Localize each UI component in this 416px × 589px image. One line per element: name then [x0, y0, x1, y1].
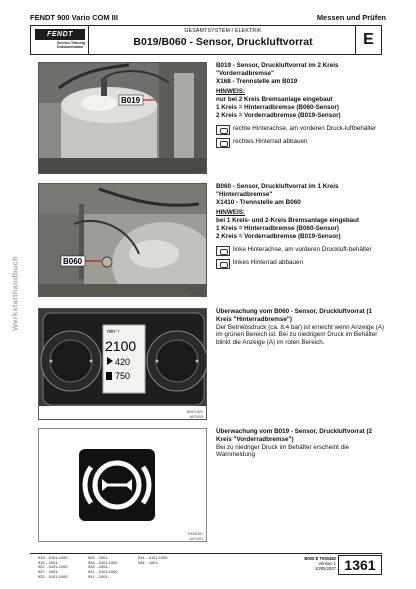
footer-rule: [30, 553, 382, 554]
page-number: 1361: [338, 555, 382, 575]
image-id: EK08290: [188, 287, 203, 291]
note-line: bei 1 Kreis- und 2-Kreis Bremsanlage eingebaut: [216, 217, 360, 225]
note-line: 1 Kreis = Hinterradbremse (B060-Sensor): [216, 103, 340, 111]
action-text: linkes Hinterrad abbauen: [233, 258, 304, 266]
footer-serials-1: 919 ...0101-1000 919 ...1001- 922 ...0101-1000 922 ...1001- 925 ...0101-1000: [38, 555, 68, 579]
section-b019: [216, 62, 386, 148]
image-id: EK08301: [188, 532, 203, 536]
logo-brand: FENDT: [35, 29, 85, 40]
footer-serials-2: 925 ...1001- 928 ...0101-1000 928 ...1001- 931 ...0101-1000 931 ...1001-: [88, 555, 118, 579]
rpm-unit: min⁻¹: [107, 329, 120, 335]
image-id: B0971421: [186, 410, 203, 414]
hinweis-label: HINWEIS:: [216, 88, 246, 96]
page-title: B019/B060 - Sensor, Druckluftvorrat: [133, 36, 313, 48]
section-body: Bei zu niedriger Druck im Behälter erscheint die Warnmeldung: [216, 443, 349, 459]
action-text: rechtes Hinterrad abbauen: [233, 137, 308, 145]
fendt-logo: [31, 26, 89, 54]
display-value-1: 420: [115, 357, 131, 367]
section-title: Überwachung vom B019 - Sensor, Druckluftvorrat (2 Kreis "Vorderradbremse"): [216, 428, 373, 443]
section-title: B019 - Sensor, Druckluftvorrat im 2 Kreis "Vorderradbremse": [216, 62, 339, 77]
label-b060: B060: [63, 257, 83, 266]
section-title: Überwachung vom B060 - Sensor, Druckluftvorrat (1 Kreis "Hinterradbremse"): [216, 308, 373, 323]
section-body: Der Betriebsdruck (ca. 8,4 bar) ist erreicht wenn Anzeige (A) im grünen Bereich ist. Bei zu niedrigem Druck im Behälter blinkt die Anzeige (A) im roten Bereich.: [216, 323, 384, 347]
note-line: 1 Kreis = Hinterradbremse (B060-Sensor): [216, 224, 340, 232]
hinweis-label: HINWEIS:: [216, 209, 246, 217]
rpm-value: 2100: [105, 338, 137, 354]
section-b060: [216, 183, 386, 269]
header-chapter: Messen und Prüfen: [316, 13, 386, 22]
image-id: B01156: [190, 168, 203, 172]
section-monitor-b060: [216, 308, 386, 347]
label-b019: B019: [121, 96, 141, 105]
location-text: linke Hinterachse, am vorderen Druckluft-behälter: [233, 245, 372, 253]
tractor-location-icon: [216, 125, 230, 135]
sidebar-label: Werkstatthandbuch: [10, 256, 20, 331]
image-id: A07/403: [189, 415, 203, 419]
section-letter: E: [355, 26, 381, 54]
photo-dashboard: [38, 308, 207, 420]
image-id: A07/401: [189, 537, 203, 541]
note-line: nur bei 2 Kreis Bremsanlage eingebaut: [216, 96, 333, 104]
wheel-removal-icon: [216, 138, 230, 148]
section-subtitle: X168 - Trennstelle am B019: [216, 77, 298, 85]
image-id: A07/402: [189, 292, 203, 296]
section-subtitle: X1410 - Trennstelle am B060: [216, 198, 301, 206]
note-line: 2 Kreis = Vorderradbremse (B019-Sensor): [216, 111, 341, 119]
wheel-removal-icon: [216, 259, 230, 269]
photo-warning-symbol: [38, 428, 207, 542]
location-text: rechte Hinterachse, am vorderen Druck-luftbehälter: [233, 124, 377, 132]
photo-b060: [38, 183, 207, 297]
logo-subtitle: Service-Training Dokumentation: [57, 41, 85, 50]
system-label: GESAMTSYSTEM / ELEKTRIK: [184, 28, 262, 34]
tractor-location-icon: [216, 246, 230, 256]
title-bar: [30, 25, 382, 55]
header-model: FENDT 900 Vario COM III: [30, 13, 118, 22]
photo-b019: [38, 62, 207, 174]
section-title: B060 - Sensor, Druckluftvorrat im 1 Kreis "Hinterradbremse": [216, 183, 339, 198]
footer-serials-3: 934 ...0101-1000 934 ...1001-: [138, 555, 168, 565]
footer-doc-info: B000 E T000482 Version 1 10/05/2007: [304, 556, 336, 571]
section-monitor-b019: [216, 428, 386, 459]
display-value-2: 750: [115, 371, 131, 381]
note-line: 2 Kreis = Vorderradbremse (B019-Sensor): [216, 232, 341, 240]
